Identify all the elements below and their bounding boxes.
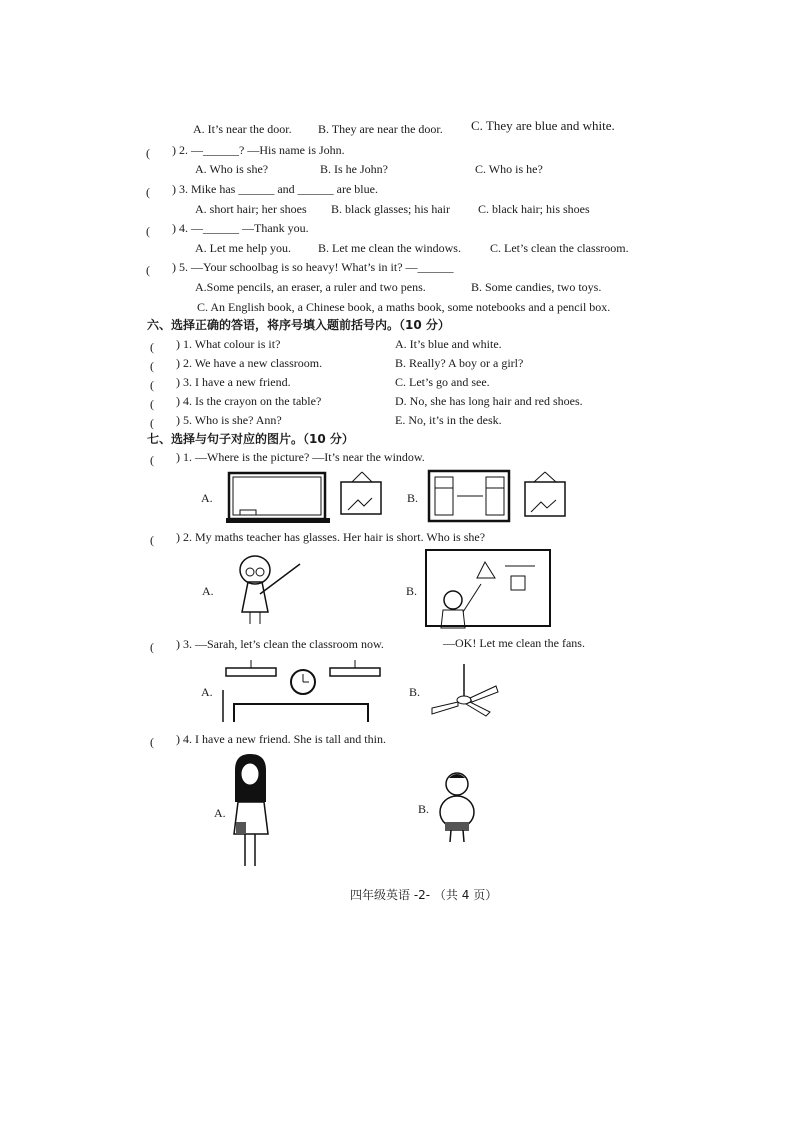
q3-option-b: B. black glasses; his hair [331, 202, 450, 216]
q2-option-b: B. Is he John? [320, 162, 388, 176]
s6-question-2: ) 2. We have a new classroom. [176, 356, 323, 370]
q2-option-c: C. Who is he? [475, 162, 543, 176]
paren: ( [146, 146, 150, 160]
s7-q4-label-b: B. [418, 802, 430, 816]
s7-q3-label-a: A. [201, 685, 213, 699]
q1-option-c: C. They are blue and white. [471, 118, 615, 133]
q3-stem: ) 3. Mike has ______ and ______ are blue. [172, 182, 378, 196]
s7-q2-label-b: B. [406, 584, 418, 598]
section6-heading: 六、选择正确的答语，将序号填入题前括号内。（10 分） [147, 318, 450, 332]
paren: ( [150, 397, 154, 411]
s6-question-5: ) 5. Who is she? Ann? [176, 413, 282, 427]
ceiling-fan-illustration [428, 662, 500, 718]
air-conditioners-and-clock-illustration [218, 660, 383, 724]
s7-q1-label-b: B. [407, 491, 419, 505]
blackboard-and-picture-illustration [226, 470, 386, 526]
paren: ( [150, 640, 154, 654]
male-teacher-at-board-illustration [425, 548, 555, 630]
s6-answer-e: E. No, it’s in the desk. [395, 413, 502, 427]
s6-answer-b: B. Really? A boy or a girl? [395, 356, 524, 370]
q1-option-b: B. They are near the door. [318, 122, 443, 136]
q4-stem: ) 4. —______ —Thank you. [172, 221, 309, 235]
s6-question-4: ) 4. Is the crayon on the table? [176, 394, 322, 408]
tall-thin-girl-illustration [230, 754, 272, 868]
s7-q1-label-a: A. [201, 491, 213, 505]
paren: ( [146, 263, 150, 277]
paren: ( [150, 359, 154, 373]
paren: ( [150, 735, 154, 749]
s7-q4-label-a: A. [214, 806, 226, 820]
s7-question-3: ) 3. —Sarah, let’s clean the classroom now. [176, 637, 384, 651]
s7-question-2: ) 2. My maths teacher has glasses. Her hair is short. Who is she? [176, 530, 486, 544]
s6-answer-d: D. No, she has long hair and red shoes. [395, 394, 583, 408]
s7-q3-label-b: B. [409, 685, 421, 699]
paren: ( [146, 185, 150, 199]
q2-option-a: A. Who is she? [195, 162, 269, 176]
q1-option-a: A. It’s near the door. [193, 122, 292, 136]
q4-option-c: C. Let’s clean the classroom. [490, 241, 629, 255]
window-and-picture-illustration [428, 470, 578, 526]
q3-option-c: C. black hair; his shoes [478, 202, 590, 216]
paren: ( [150, 416, 154, 430]
paren: ( [146, 224, 150, 238]
s6-question-1: ) 1. What colour is it? [176, 337, 281, 351]
s6-answer-c: C. Let’s go and see. [395, 375, 490, 389]
paren: ( [150, 340, 154, 354]
s6-question-3: ) 3. I have a new friend. [176, 375, 291, 389]
q3-option-a: A. short hair; her shoes [195, 202, 307, 216]
s7-question-1: ) 1. —Where is the picture? —It’s near the window. [176, 450, 425, 464]
page-footer: 四年级英语 -2- （共 4 页） [350, 888, 498, 902]
short-chubby-boy-illustration [437, 770, 477, 844]
q5-option-a: A.Some pencils, an eraser, a ruler and two pens. [195, 280, 426, 294]
paren: ( [150, 533, 154, 547]
q4-option-a: A. Let me help you. [195, 241, 291, 255]
q5-stem: ) 5. —Your schoolbag is so heavy! What’s in it? —______ [172, 260, 454, 274]
q5-option-c: C. An English book, a Chinese book, a maths book, some notebooks and a pencil box. [197, 300, 611, 314]
s7-question-3-reply: —OK! Let me clean the fans. [443, 636, 585, 650]
q5-option-b: B. Some candies, two toys. [471, 280, 602, 294]
s7-q2-label-a: A. [202, 584, 214, 598]
s7-question-4: ) 4. I have a new friend. She is tall and thin. [176, 732, 386, 746]
s6-answer-a: A. It’s blue and white. [395, 337, 502, 351]
paren: ( [150, 378, 154, 392]
section7-heading: 七、选择与句子对应的图片。（10 分） [147, 432, 354, 446]
q2-stem: ) 2. —______? —His name is John. [172, 143, 345, 157]
paren: ( [150, 453, 154, 467]
q4-option-b: B. Let me clean the windows. [318, 241, 461, 255]
female-teacher-with-glasses-illustration [230, 552, 310, 627]
